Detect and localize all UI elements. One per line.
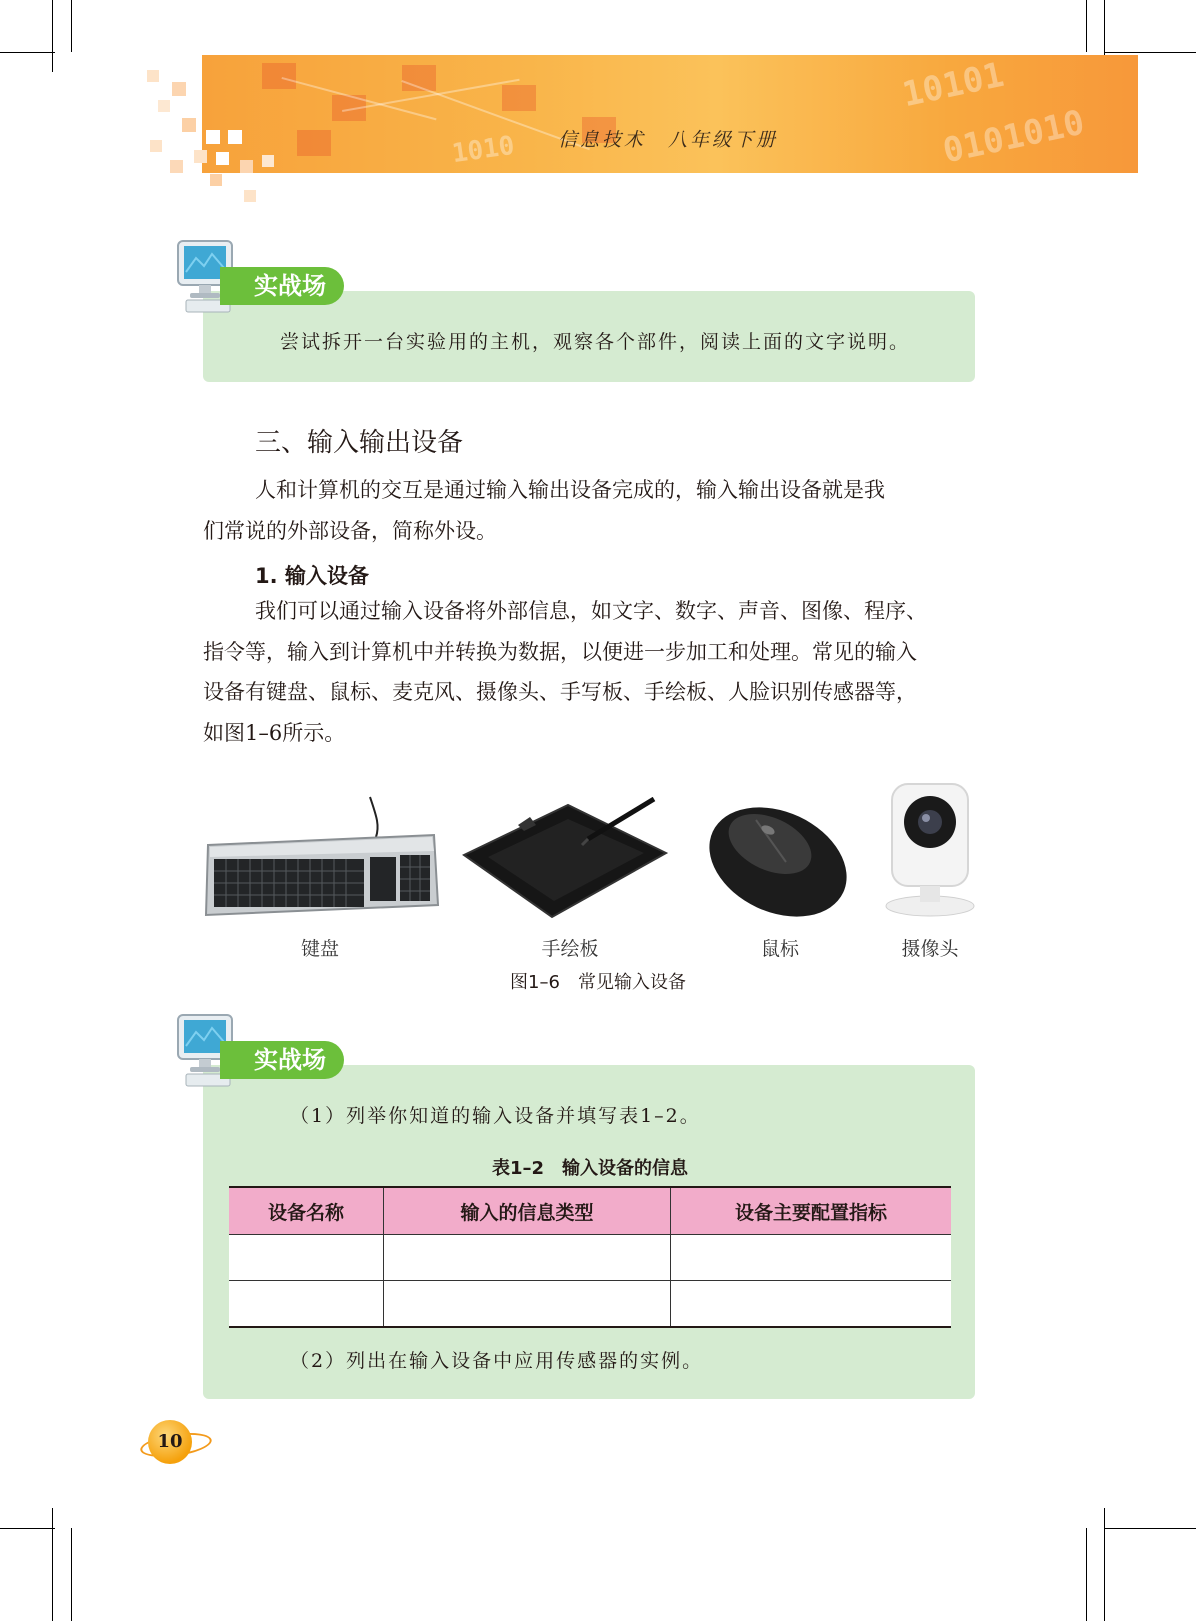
caption-webcam: 摄像头 [901, 938, 959, 960]
table-cell[interactable] [384, 1281, 671, 1328]
table-cell[interactable] [671, 1235, 952, 1281]
figure-caption: 图1–6 常见输入设备 [510, 972, 686, 993]
paragraph-2: 我们可以通过输入设备将外部信息，如文字、数字、声音、图像、程序、 指令等，输入到计算机中并转换为数据，以便进一步加工和处理。常见的输入 设备有键盘、鼠标、麦克风、摄像头、手写板、手绘板、人脸识别传感器等， 如图1–6所示。 [203, 599, 927, 745]
table-cell[interactable] [671, 1281, 952, 1328]
table-header: 设备主要配置指标 [671, 1187, 952, 1235]
subheading-input-devices: 1. 输入设备 [255, 564, 369, 588]
table-cell[interactable] [229, 1235, 384, 1281]
caption-drawing-tablet: 手绘板 [541, 938, 599, 960]
header-banner: 10101 0101010 1010 [202, 55, 1138, 173]
caption-mouse: 鼠标 [760, 938, 799, 960]
crop-mark [1104, 1528, 1196, 1529]
paragraph-1: 人和计算机的交互是通过输入输出设备完成的，输入输出设备就是我 们常说的外部设备，简称外设。 [203, 478, 885, 543]
webcam-image [884, 782, 976, 918]
crop-mark [1104, 52, 1196, 53]
keyboard-image [200, 795, 440, 921]
crop-mark [52, 0, 53, 72]
practice-2-item-2: （2）列出在输入设备中应用传感器的实例。 [290, 1350, 704, 1372]
mouse-image [700, 800, 855, 918]
crop-mark [1104, 1508, 1105, 1621]
practice-tab-2: 实战场 [220, 1041, 344, 1079]
table-header: 设备名称 [229, 1187, 384, 1235]
caption-keyboard: 键盘 [300, 938, 339, 960]
drawing-tablet-image [458, 797, 670, 921]
table-cell[interactable] [229, 1281, 384, 1328]
practice-1-text: 尝试拆开一台实验用的主机，观察各个部件，阅读上面的文字说明。 [280, 331, 911, 353]
table-cell[interactable] [384, 1235, 671, 1281]
header-title: 信息技术 八年级下册 [557, 129, 778, 151]
crop-mark [71, 0, 72, 52]
table-row [229, 1235, 951, 1281]
table-header: 输入的信息类型 [384, 1187, 671, 1235]
crop-mark [0, 1528, 55, 1529]
table-title: 表1–2 输入设备的信息 [491, 1158, 689, 1179]
crop-mark [71, 1528, 72, 1621]
input-device-table [229, 1186, 951, 1328]
crop-mark [0, 52, 55, 53]
practice-2-item-1: （1）列举你知道的输入设备并填写表1–2。 [290, 1105, 701, 1127]
crop-mark [52, 1508, 53, 1621]
table-row [229, 1281, 951, 1328]
practice-tab-1: 实战场 [220, 267, 344, 305]
section-heading: 三、输入输出设备 [255, 428, 464, 458]
crop-mark [1086, 0, 1087, 52]
crop-mark [1086, 1528, 1087, 1621]
page-number: 10 [148, 1420, 192, 1464]
